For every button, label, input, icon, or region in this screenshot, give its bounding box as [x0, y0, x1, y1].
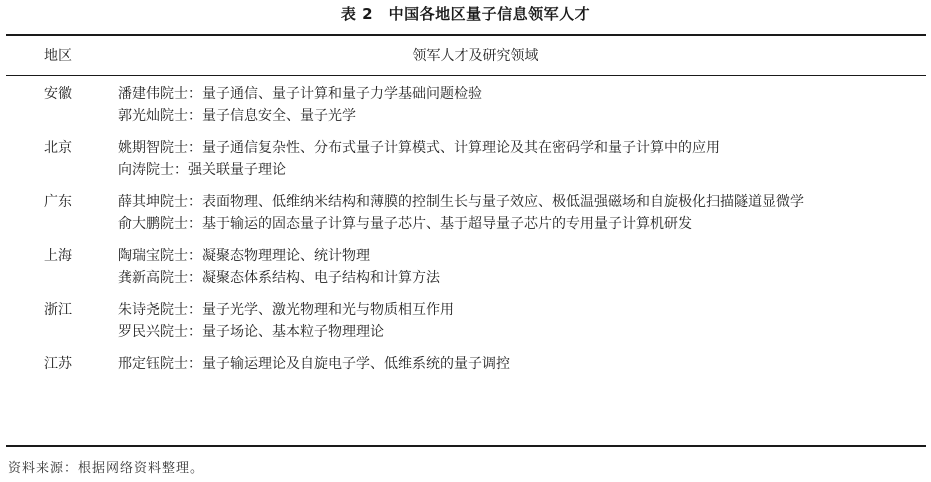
table-row [118, 83, 928, 105]
person-name: 潘建伟院士： [118, 86, 202, 102]
table-row [118, 245, 928, 267]
header-field: 领军人才及研究领域 [412, 48, 539, 64]
person-field: 量子通信复杂性、分布式量子计算模式、计算理论及其在密码学和量子计算中的应用 [202, 140, 720, 156]
region-group-guangdong [0, 191, 931, 235]
region-label: 上海 [44, 248, 72, 264]
region-label: 安徽 [44, 86, 72, 102]
person-name: 邢定钰院士： [118, 356, 202, 372]
region-group-shanghai [0, 245, 931, 289]
person-name: 朱诗尧院士： [118, 302, 202, 318]
person-name: 薛其坤院士： [118, 194, 202, 210]
table-body [0, 83, 931, 385]
person-name: 龚新高院士： [118, 270, 202, 286]
person-field: 量子通信、量子计算和量子力学基础问题检验 [202, 86, 482, 102]
table-row [118, 321, 928, 343]
table-row [118, 191, 928, 213]
table-row [118, 267, 928, 289]
person-field: 量子信息安全、量子光学 [202, 108, 356, 124]
person-name: 姚期智院士： [118, 140, 202, 156]
person-name: 罗民兴院士： [118, 324, 202, 340]
person-name: 向涛院士： [118, 162, 188, 178]
table-caption: 表 2 中国各地区量子信息领军人才 [340, 5, 591, 23]
region-group-jiangsu [0, 353, 931, 375]
person-name: 俞大鹏院士： [118, 216, 202, 232]
person-field: 表面物理、低维纳米结构和薄膜的控制生长与量子效应、极低温强磁场和自旋极化扫描隧道显微学 [202, 194, 804, 210]
table-row [118, 159, 928, 181]
header-rule [6, 75, 926, 76]
header-region: 地区 [44, 48, 72, 64]
table-row [118, 299, 928, 321]
table-row [118, 137, 928, 159]
bottom-rule [6, 445, 926, 447]
top-rule [6, 34, 926, 36]
region-label: 北京 [44, 140, 72, 156]
person-field: 量子场论、基本粒子物理理论 [202, 324, 384, 340]
person-name: 陶瑞宝院士： [118, 248, 202, 264]
person-field: 量子光学、激光物理和光与物质相互作用 [202, 302, 454, 318]
region-group-beijing [0, 137, 931, 181]
region-group-anhui [0, 83, 931, 127]
table-row [118, 353, 928, 375]
region-label: 广东 [44, 194, 72, 210]
source-note: 资料来源：根据网络资料整理。 [8, 461, 205, 476]
region-label: 浙江 [44, 302, 72, 318]
region-label: 江苏 [44, 356, 72, 372]
table-row [118, 213, 928, 235]
person-field: 凝聚态体系结构、电子结构和计算方法 [202, 270, 440, 286]
person-name: 郭光灿院士： [118, 108, 202, 124]
person-field: 量子输运理论及自旋电子学、低维系统的量子调控 [202, 356, 510, 372]
person-field: 强关联量子理论 [188, 162, 286, 178]
table-row [118, 105, 928, 127]
person-field: 基于输运的固态量子计算与量子芯片、基于超导量子芯片的专用量子计算机研发 [202, 216, 692, 232]
person-field: 凝聚态物理理论、统计物理 [202, 248, 370, 264]
region-group-zhejiang [0, 299, 931, 343]
